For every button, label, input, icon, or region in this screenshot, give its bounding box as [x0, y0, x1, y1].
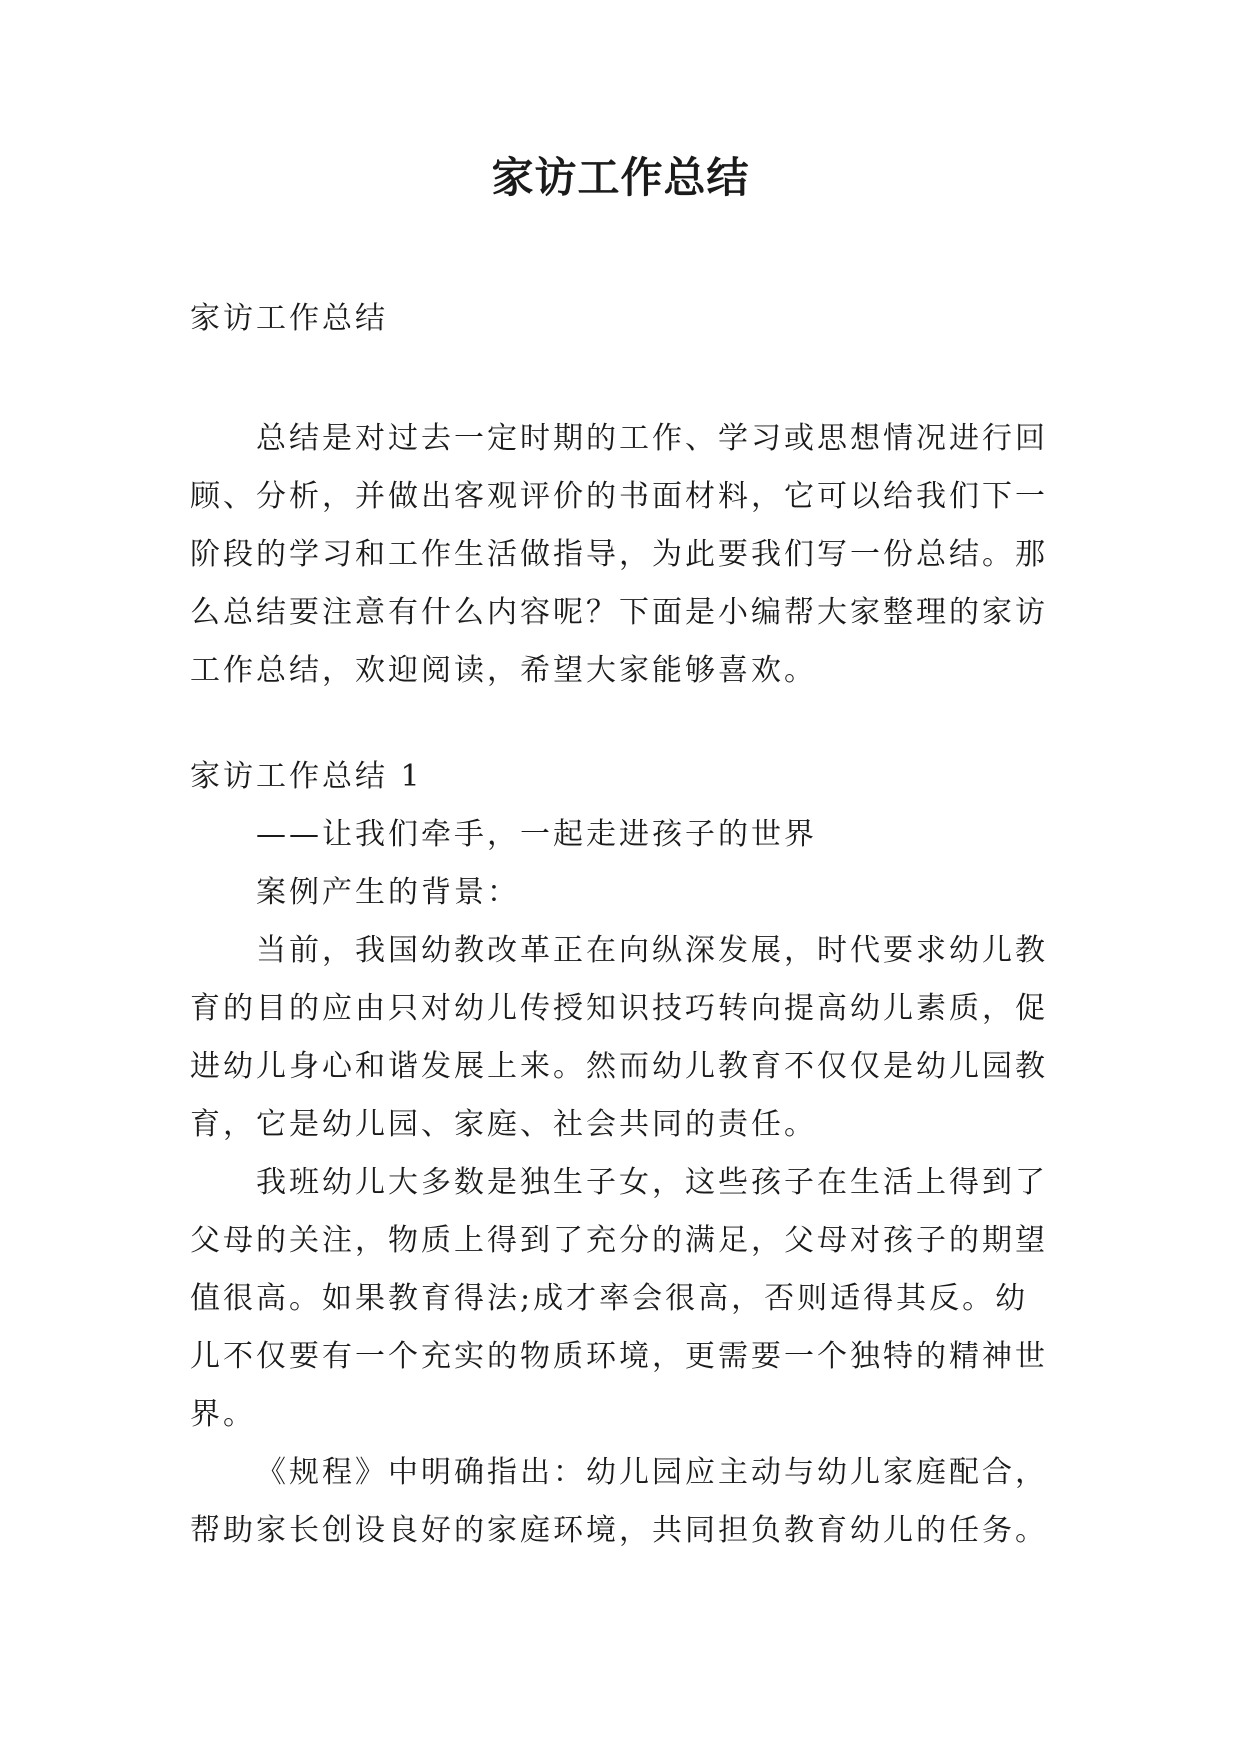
section-theme: ——让我们牵手，一起走进孩子的世界 [256, 817, 817, 852]
document-subtitle: 家访工作总结 [190, 301, 388, 336]
spacer [190, 348, 1060, 410]
intro-paragraph: 总结是对过去一定时期的工作、学习或思想情况进行回顾、分析，并做出客观评价的书面材料，它可以给我们下一阶段的学习和工作生活做指导，为此要我们写一份总结。那么总结要注意有什么内容呢？下面是小编帮大家整理的家访工作总结，欢迎阅读，希望大家能够喜欢。 [190, 421, 1048, 688]
body-paragraph: 我班幼儿大多数是独生子女，这些孩子在生活上得到了父母的关注，物质上得到了充分的满足，父母对孩子的期望值很高。如果教育得法;成才率会很高，否则适得其反。幼儿不仅要有一个充实的物质环境，更需要一个独特的精神世界。 [190, 1165, 1048, 1432]
section-heading: 家访工作总结 1 [190, 759, 423, 794]
background-label: 案例产生的背景： [256, 875, 520, 910]
document-title: 家访工作总结 [491, 153, 750, 202]
body-paragraph: 《规程》中明确指出：幼儿园应主动与幼儿家庭配合，帮助家长创设良好的家庭环境，共同担负教育幼儿的任务。 [190, 1455, 1048, 1548]
body-paragraph: 当前，我国幼教改革正在向纵深发展，时代要求幼儿教育的目的应由只对幼儿传授知识技巧转向提高幼儿素质，促进幼儿身心和谐发展上来。然而幼儿教育不仅仅是幼儿园教育，它是幼儿园、家庭、社会共同的责任。 [190, 933, 1048, 1142]
spacer [190, 700, 1060, 748]
document-body [190, 290, 1060, 1560]
